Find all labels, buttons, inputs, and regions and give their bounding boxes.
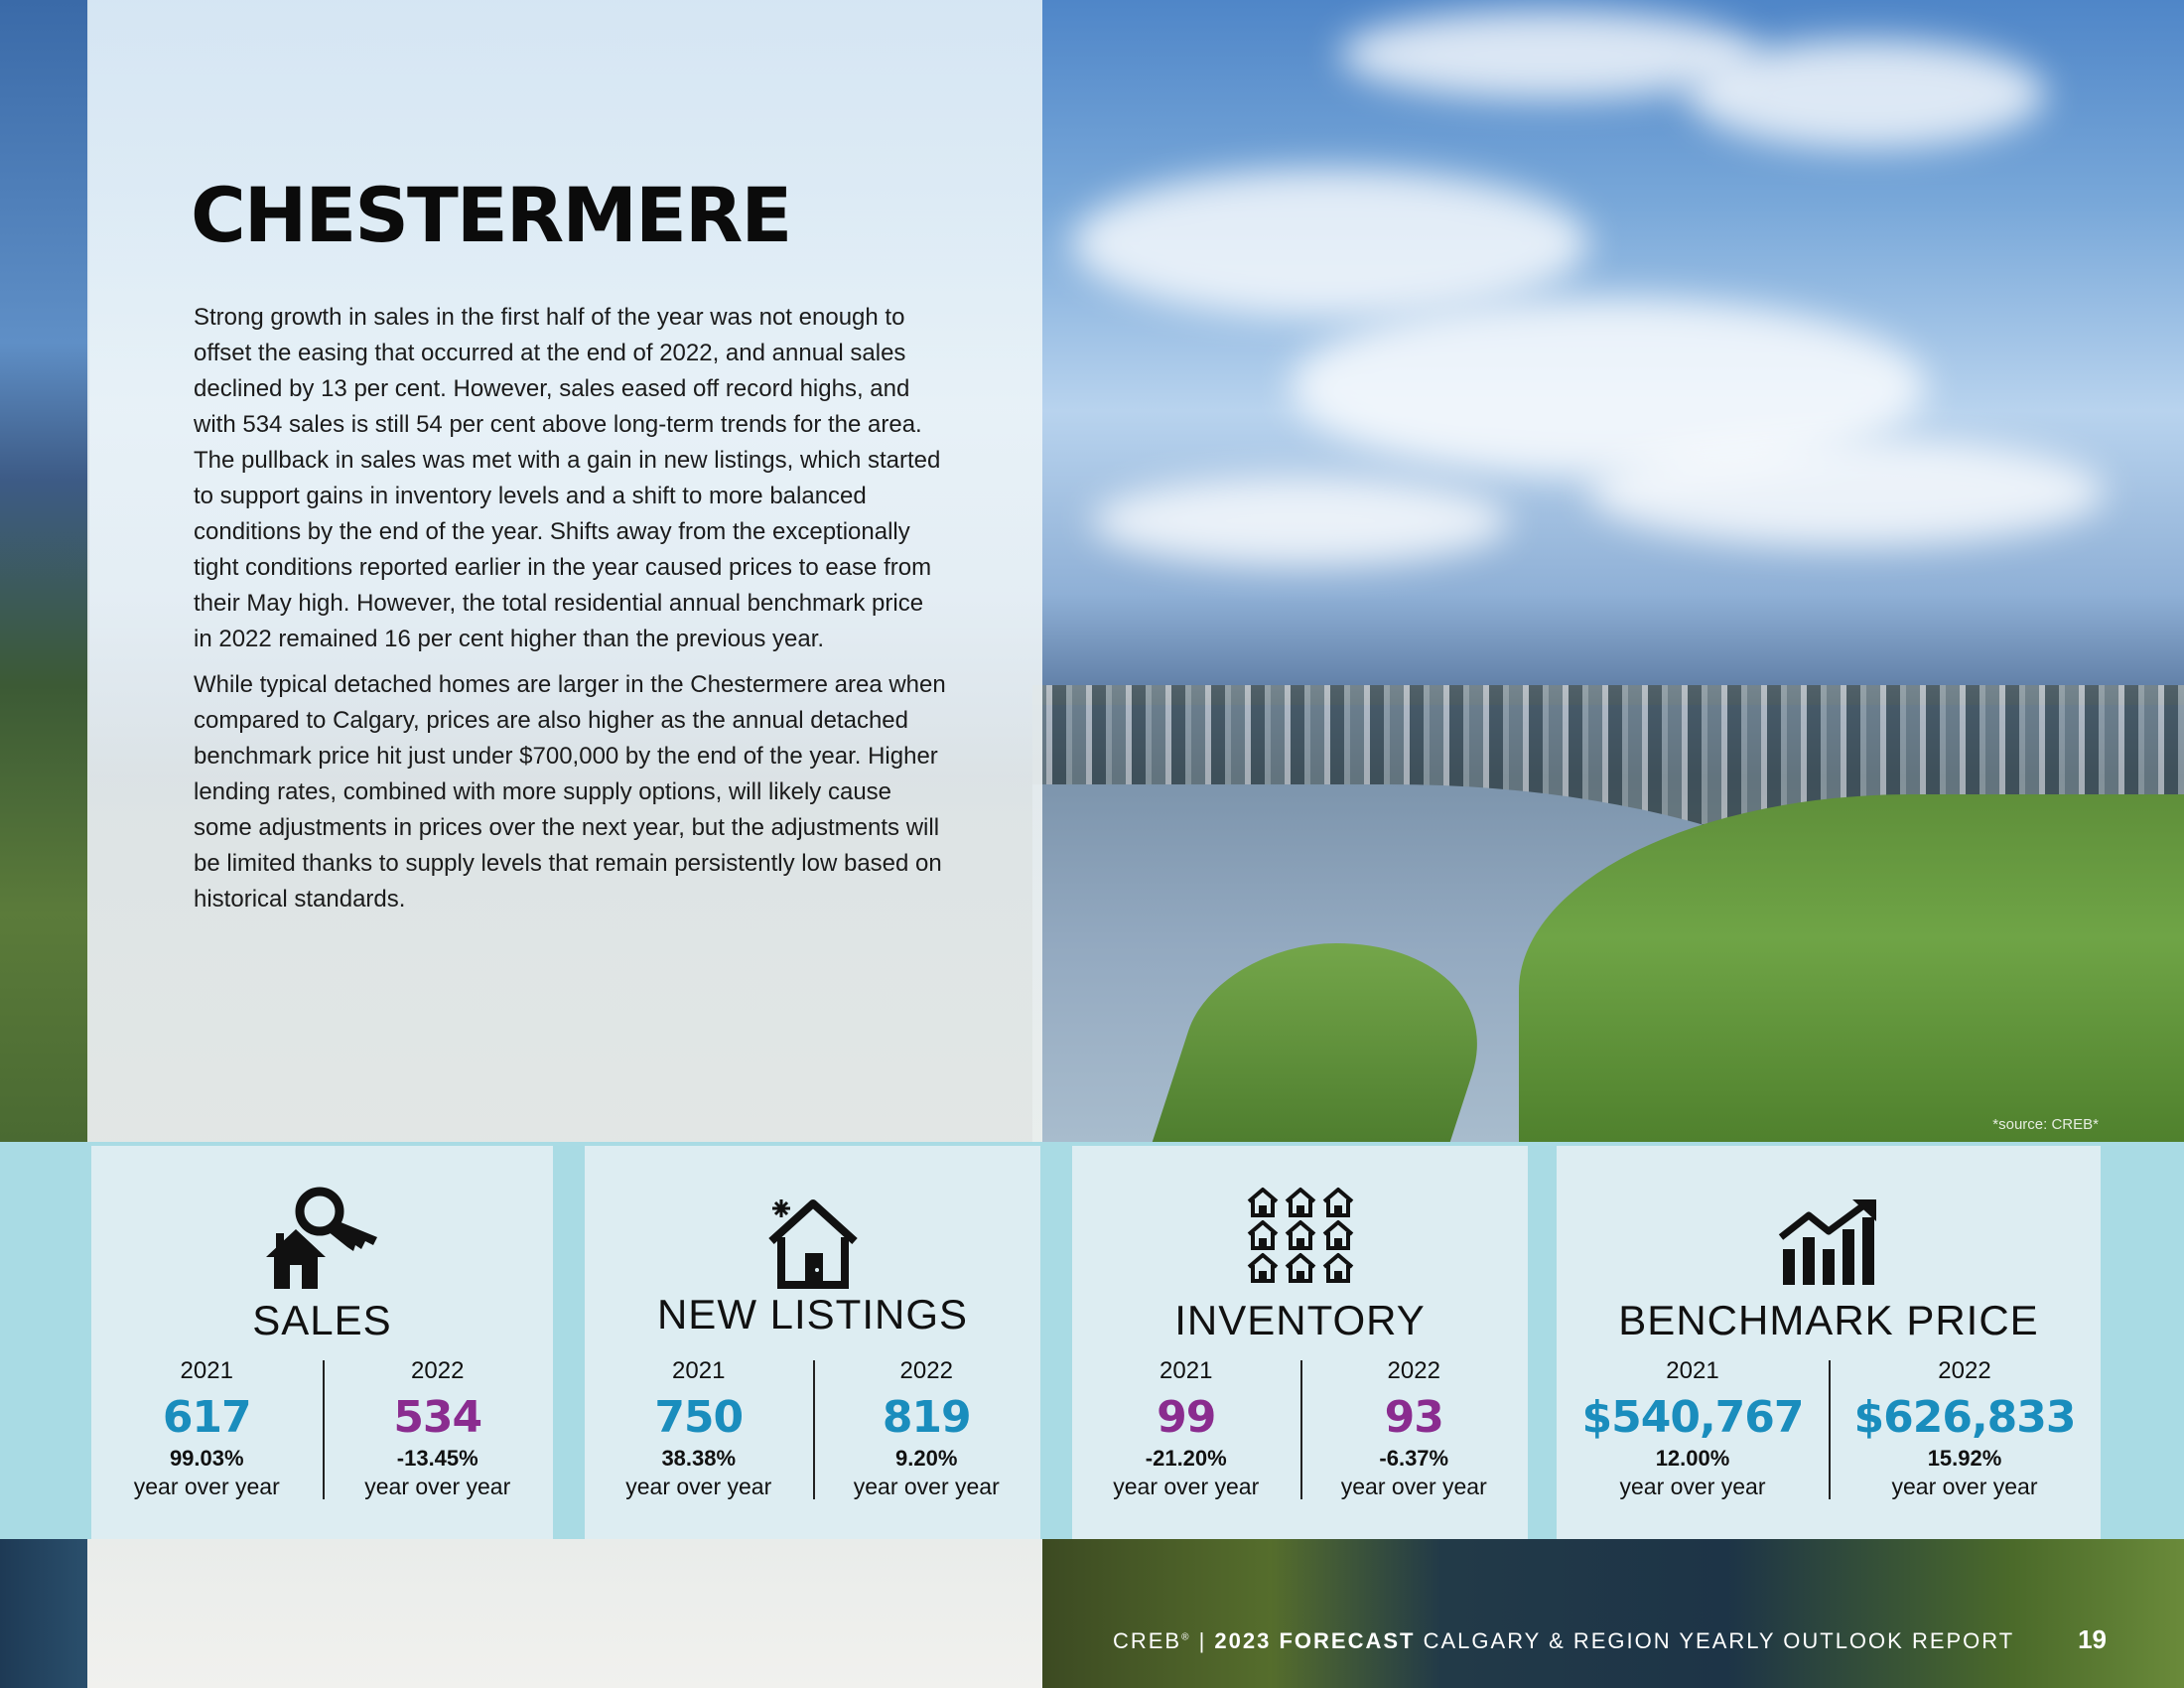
yoy-label: year over year [364,1474,511,1499]
stat-2021-column [91,1356,323,1501]
stat-value: 819 [882,1392,971,1443]
stat-card-benchmark-price [1557,1146,2101,1539]
year-label: 2022 [1387,1357,1440,1384]
year-label: 2022 [411,1357,465,1384]
year-label: 2022 [899,1357,953,1384]
stat-2021-column [1557,1356,1829,1501]
footer-report-title: CALGARY & REGION YEARLY OUTLOOK REPORT [1423,1628,2014,1653]
stat-2022-column [323,1356,554,1501]
footer-forecast: 2023 FORECAST [1214,1628,1416,1653]
growth-chart-icon [1777,1197,1880,1292]
stat-value: 617 [162,1392,251,1443]
stat-value: 93 [1384,1392,1443,1443]
year-label: 2022 [1938,1357,1991,1384]
year-label: 2021 [1666,1357,1719,1384]
paragraph-1: Strong growth in sales in the first half of the year was not enough to offset the easing that occurred at the end of 2022, and annual sales declined by 13 per cent. However, sales eased off record highs, and with 534 sales is still 54 per cent above long-term trends for the area. The pullback in sales was met with a gain in new listings, which started to support gains in inventory levels and a shift to more balanced conditions by the end of the year. Shifts away from the exceptionally tight conditions reported earlier in the year caused prices to ease from their May high. However, the total residential annual benchmark price in 2022 remained 16 per cent higher than the previous year. [194,304,941,652]
stat-value: $626,833 [1853,1392,2076,1443]
year-label: 2021 [1160,1357,1213,1384]
stat-2021-column [1072,1356,1300,1501]
article-body [194,300,948,927]
yoy-label: year over year [133,1474,280,1499]
yoy-label: year over year [625,1474,772,1499]
stat-2022-column [1829,1356,2101,1501]
percent-change: 12.00% [1655,1446,1730,1471]
stats-band [0,1142,2184,1539]
stat-value: 750 [654,1392,744,1443]
new-house-icon [761,1196,865,1296]
stat-value: 99 [1157,1392,1216,1443]
paragraph-2: While typical detached homes are larger in the Chestermere area when compared to Calgary, prices are also higher as the annual detached benchmark price hit just under $700,000 by the end of the year. Higher lending rates, combined with more supply options, will likely cause some adjustments in prices over the next year, but the adjustments will be limited thanks to supply levels that remain persistently low based on historical standards. [194,671,946,913]
source-note: *source: CREB* [1992,1116,2099,1133]
percent-change: -6.37% [1379,1446,1449,1471]
bottom-photo-strip [0,1539,2184,1688]
yoy-label: year over year [1891,1474,2038,1499]
stat-card-sales [91,1146,553,1539]
page-number: 19 [2078,1624,2107,1654]
stat-value: 534 [393,1392,482,1443]
footer [1113,1624,2107,1655]
year-label: 2021 [672,1357,726,1384]
percent-change: -13.45% [396,1446,478,1471]
stat-label: SALES [252,1297,392,1343]
yoy-label: year over year [1340,1474,1487,1499]
stat-2021-column [585,1356,813,1501]
stat-2022-column [813,1356,1041,1501]
stat-card-new-listings [585,1146,1040,1539]
stat-value: $540,767 [1581,1392,1804,1443]
yoy-label: year over year [853,1474,1000,1499]
percent-change: 38.38% [661,1446,737,1471]
yoy-label: year over year [1619,1474,1766,1499]
stat-label: INVENTORY [1174,1297,1426,1343]
footer-separator: | [1198,1628,1207,1653]
footer-brand: CREB [1112,1628,1182,1653]
stat-label: NEW LISTINGS [656,1291,969,1337]
stat-card-inventory [1072,1146,1528,1539]
percent-change: 15.92% [1927,1446,2002,1471]
house-keys-icon [258,1186,387,1298]
year-label: 2021 [180,1357,233,1384]
houses-grid-icon [1245,1186,1356,1290]
stat-label: BENCHMARK PRICE [1618,1297,2039,1343]
percent-change: 99.03% [169,1446,244,1471]
stat-2022-column [1300,1356,1529,1501]
page-title: CHESTERMERE [191,171,791,259]
registered-mark: ® [1181,1631,1191,1643]
percent-change: -21.20% [1145,1446,1227,1471]
percent-change: 9.20% [895,1446,958,1471]
yoy-label: year over year [1113,1474,1260,1499]
